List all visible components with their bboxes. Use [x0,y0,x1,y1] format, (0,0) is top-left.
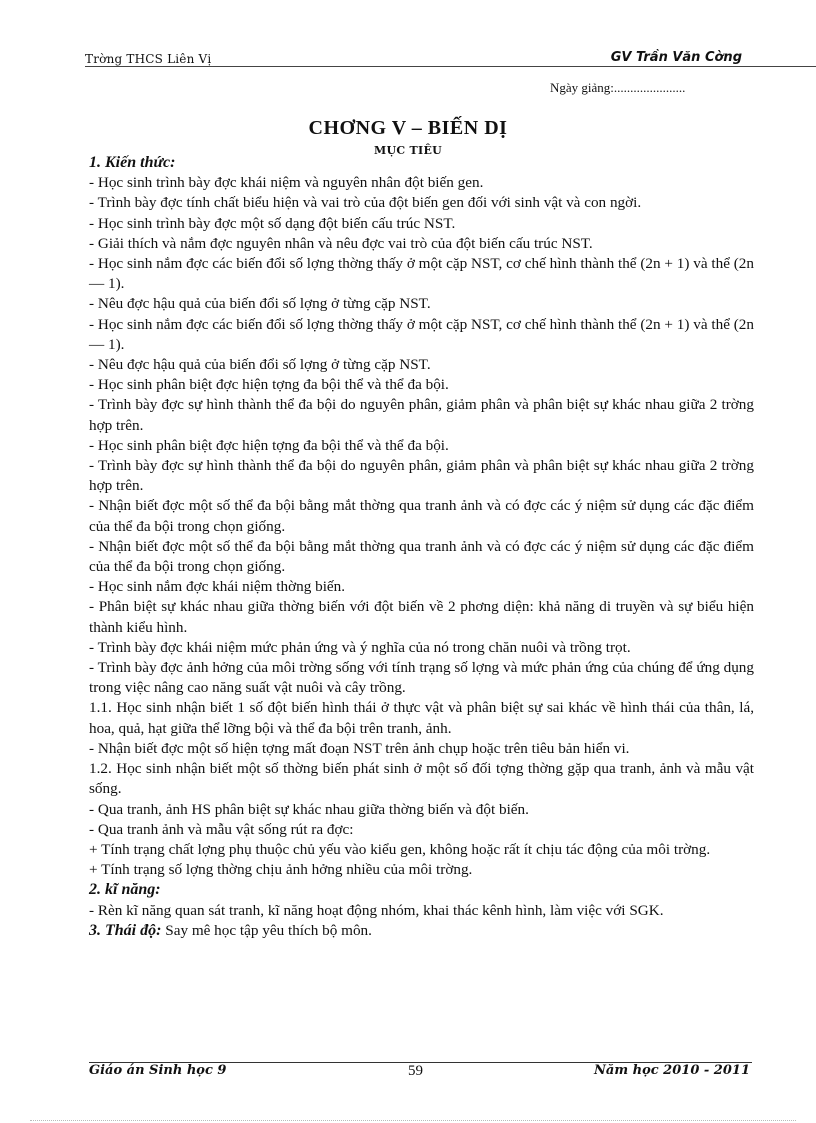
header-school: Trờng THCS Liên Vị [85,52,212,66]
list-item: - Qua tranh, ảnh HS phân biệt sự khác nhau giữa thờng biến và đột biến. [89,800,529,818]
attitude-line [89,921,754,941]
list-item: - Học sinh nắm đợc khái niệm thờng biến. [89,578,346,596]
chapter-title: CHƠNG V – BIẾN DỊ [308,117,508,139]
list-item: - Học sinh phân biệt đợc hiện tợng đa bội thể và thể đa bội. [89,376,449,394]
footer-school-year: Năm học 2010 - 2011 [594,1063,750,1078]
list-item: - Phân biệt sự khác nhau giữa thờng biến với đột biến về 2 phơng diện: khả năng di truyền và sự biểu hiện thành kiểu hình. [89,598,754,636]
objectives-subtitle: MỤC TIÊU [373,144,443,157]
knowledge-list [89,173,754,880]
attitude-heading: 3. Thái độ: [89,921,162,939]
list-item: + Tính trạng số lợng thờng chịu ảnh hởng nhiều của môi trờng. [89,861,473,879]
list-item: - Trình bày đợc khái niệm mức phản ứng và ý nghĩa của nó trong chăn nuôi và trồng trọt. [89,638,631,656]
list-item: - Học sinh nắm đợc các biến đổi số lợng thờng thấy ở một cặp NST, cơ chế hình thành thể (2n + 1) và thể (2n — 1). [89,255,754,293]
list-item: - Trình bày đợc sự hình thành thể đa bội do nguyên phân, giảm phân và phân biệt sự khác nhau giữa 2 trờng hợp trên. [89,396,754,434]
header-rule [85,66,816,67]
date-line: Ngày giảng:...................... [550,80,686,95]
list-item: - Học sinh trình bày đợc khái niệm và nguyên nhân đột biến gen. [89,174,484,192]
list-item: - Nêu đợc hậu quả của biến đổi số lợng ở từng cặp NST. [89,356,431,374]
list-item: - Nêu đợc hậu quả của biến đổi số lợng ở từng cặp NST. [89,295,431,313]
list-item: - Trình bày đợc sự hình thành thể đa bội do nguyên phân, giảm phân và phân biệt sự khác nhau giữa 2 trờng hợp trên. [89,457,754,495]
list-item: + Tính trạng chất lợng phụ thuộc chủ yếu vào kiểu gen, không hoặc rất ít chịu tác động của môi trờng. [89,840,711,858]
list-item: - Nhận biết đợc một số thể đa bội bằng mắt thờng qua tranh ảnh và có đợc các ý niệm sử dụng các đặc điểm của thể đa bội trong chọn giống. [89,497,754,535]
knowledge-heading: 1. Kiến thức: [89,154,176,171]
list-item: 1.2. Học sinh nhận biết một số thờng biến phát sinh ở một số đối tợng thờng gặp qua tranh, ảnh và mẫu vật sống. [89,760,754,798]
list-item: - Học sinh nắm đợc các biến đổi số lợng thờng thấy ở một cặp NST, cơ chế hình thành thể (2n + 1) và thể (2n — 1). [89,315,754,353]
skills-heading: 2. kĩ năng: [89,881,161,899]
header-teacher: GV Trần Văn Cờng [610,50,742,65]
attitude-body: Say mê học tập yêu thích bộ môn. [165,921,372,939]
list-item: - Trình bày đợc tính chất biểu hiện và vai trò của đột biến gen đối với sinh vật và con ngời. [89,194,642,212]
list-item: - Qua tranh ảnh và mẫu vật sống rút ra đợc: [89,820,354,838]
list-item: - Giải thích và nắm đợc nguyên nhân và nêu đợc vai trò của đột biến cấu trúc NST. [89,234,593,252]
list-item: - Rèn kĩ năng quan sát tranh, kĩ năng hoạt động nhóm, khai thác kênh hình, làm việc với SGK. [89,901,664,919]
list-item: - Học sinh trình bày đợc một số dạng đột biến cấu trúc NST. [89,214,456,232]
list-item: - Trình bày đợc ảnh hởng của môi trờng sống với tính trạng số lợng và mức phản ứng của chúng để ứng dụng trong việc nâng cao năng suất vật nuôi và cây trồng. [89,659,754,697]
lesson-content [89,153,754,941]
footer-page-number: 59 [408,1063,423,1079]
skills-list [89,901,754,921]
list-item: 1.1. Học sinh nhận biết 1 số đột biến hình thái ở thực vật và phân biệt sự sai khác về hình thái của thân, lá, hoa, quả, hạt giữa thể lỡng bội và thể đa bội trên tranh, ảnh. [89,699,754,737]
list-item: - Học sinh phân biệt đợc hiện tợng đa bội thể và thể đa bội. [89,436,449,454]
page-edge [30,1120,796,1121]
footer-book: Giáo án Sinh học 9 [89,1063,227,1078]
list-item: - Nhận biết đợc một số hiện tợng mất đoạn NST trên ảnh chụp hoặc trên tiêu bản hiển vi. [89,739,630,757]
list-item: - Nhận biết đợc một số thể đa bội bằng mắt thờng qua tranh ảnh và có đợc các ý niệm sử dụng các đặc điểm của thể đa bội trong chọn giống. [89,537,754,576]
